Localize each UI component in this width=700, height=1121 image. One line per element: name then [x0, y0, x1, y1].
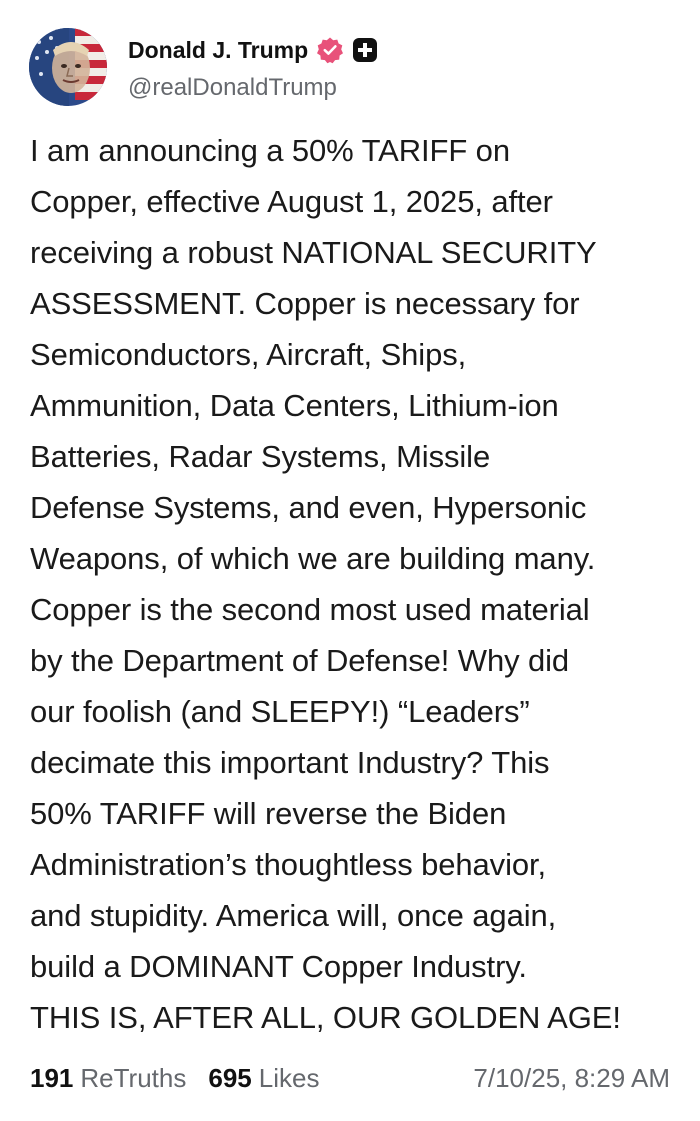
post-timestamp[interactable]: 7/10/25, 8:29 AM [473, 1062, 670, 1093]
likes-label: Likes [258, 1062, 320, 1093]
retruths-label: ReTruths [80, 1062, 187, 1093]
retruths-count: 191 [30, 1062, 74, 1093]
plus-badge-icon [352, 37, 378, 63]
post-body-text: I am announcing a 50% TARIFF on Copper, effective August 1, 2025, after receiving a robust NATIONAL SECURITY ASSESSMENT. Copper is necessary for Semiconductors, Aircraft, Ships, Ammunition, Data Centers, Lithium-ion Batteries, Radar Systems, Missile Defense Systems, and even, Hypersonic Weapons, of which we are building many. Copper is the second most used material by the Department of Defense! Why did our foolish (and SLEEPY!) “Leaders” decimate this important Industry? This 50% TARIFF will reverse the Biden Administration’s thoughtless behavior, and stupidity. America will, once again, build a DOMINANT Copper Industry. THIS IS, AFTER ALL, OUR GOLDEN AGE! [30, 133, 621, 1035]
post-footer [30, 1058, 670, 1098]
author-handle[interactable]: @realDonaldTrump [128, 74, 337, 101]
avatar-image [29, 28, 107, 106]
likes-count: 695 [208, 1062, 252, 1093]
verified-badge-icon [316, 36, 344, 64]
avatar[interactable] [29, 28, 107, 106]
author-display-name[interactable]: Donald J. Trump [128, 36, 309, 63]
likes-stat[interactable] [208, 1063, 319, 1094]
author-name-row [128, 33, 378, 67]
retruths-stat[interactable] [30, 1063, 186, 1094]
